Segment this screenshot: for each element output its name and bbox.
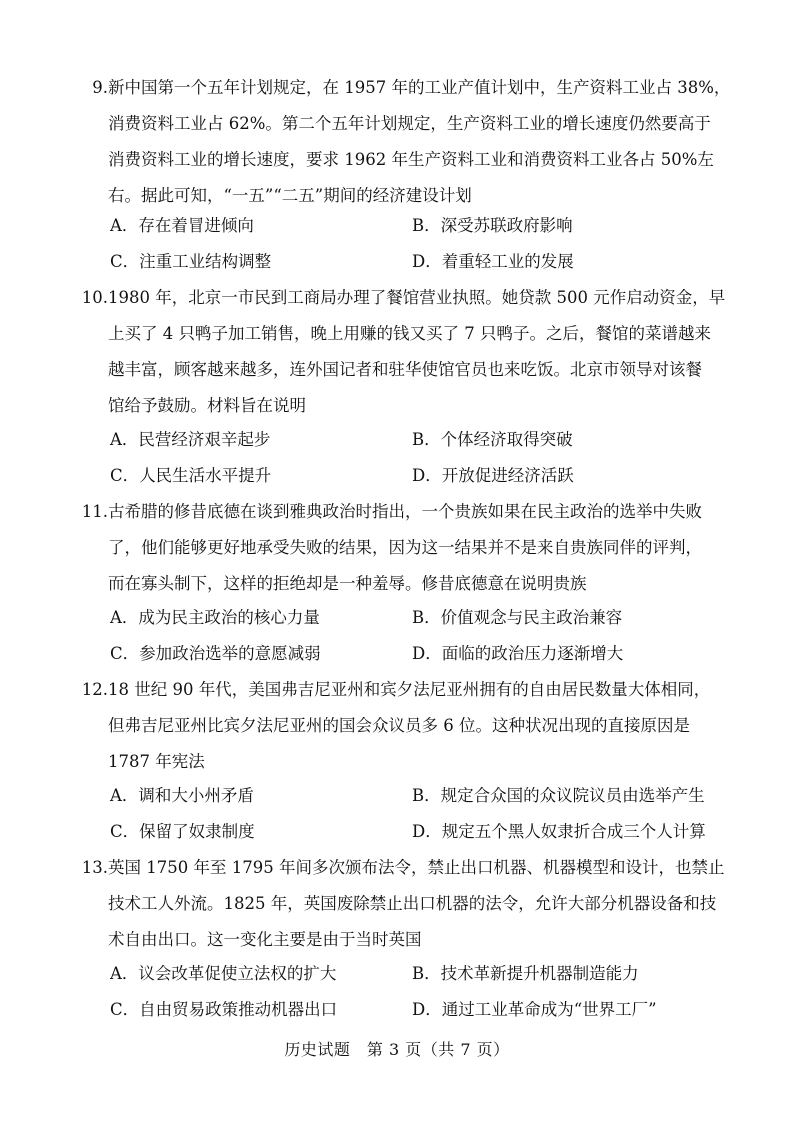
question-number: 11. <box>81 502 108 521</box>
question-12 <box>70 672 730 780</box>
option-a[interactable]: A．调和大小州矛盾 <box>110 786 254 805</box>
option-c[interactable]: C．人民生活水平提升 <box>110 466 272 485</box>
option-a[interactable]: A．民营经济艰辛起步 <box>110 430 271 449</box>
options-13 <box>110 956 750 1028</box>
option-a[interactable]: A．存在着冒进倾向 <box>110 216 254 235</box>
question-text-line: 但弗吉尼亚州比宾夕法尼亚州的国会众议员多 6 位。这种状况出现的直接原因是 <box>108 716 690 735</box>
option-c[interactable]: C．注重工业结构调整 <box>110 252 272 271</box>
question-number: 12. <box>81 680 108 699</box>
options-11 <box>110 600 750 672</box>
question-text-line: 越丰富，顾客越来越多，连外国记者和驻华使馆官员也来吃饭。北京市领导对该餐 <box>108 360 702 379</box>
question-number: 13. <box>81 858 108 877</box>
question-text-line: 1980 年，北京一市民到工商局办理了餐馆营业执照。她贷款 500 元作启动资金，早 <box>108 288 726 307</box>
question-text-line: 而在寡头制下，这样的拒绝却是一种羞辱。修昔底德意在说明贵族 <box>108 574 587 593</box>
question-text-line: 新中国第一个五年计划规定，在 1957 年的工业产值计划中，生产资料工业占 38%， <box>108 78 731 97</box>
question-9 <box>70 70 730 214</box>
options-9 <box>110 208 750 280</box>
option-c[interactable]: C．参加政治选举的意愿减弱 <box>110 644 321 663</box>
option-b[interactable]: B．规定合众国的众议院议员由选举产生 <box>412 786 705 805</box>
options-10 <box>110 422 750 494</box>
option-b[interactable]: B．价值观念与民主政治兼容 <box>412 608 623 627</box>
question-text-line: 馆给予鼓励。材料旨在说明 <box>108 396 306 415</box>
option-b[interactable]: B．深受苏联政府影响 <box>412 216 573 235</box>
question-text-line: 上买了 4 只鸭子加工销售，晚上用赚的钱又买了 7 只鸭子。之后，餐馆的菜谱越来 <box>108 324 711 343</box>
question-text-line: 术自由出口。这一变化主要是由于当时英国 <box>108 930 422 949</box>
option-b[interactable]: B．个体经济取得突破 <box>412 430 573 449</box>
option-a[interactable]: A．成为民主政治的核心力量 <box>110 608 320 627</box>
option-c[interactable]: C．保留了奴隶制度 <box>110 822 255 841</box>
question-text-line: 英国 1750 年至 1795 年间多次颁布法令，禁止出口机器、机器模型和设计，也禁止 <box>108 858 725 877</box>
question-text-line: 右。据此可知，“一五”“二五”期间的经济建设计划 <box>108 186 472 205</box>
option-d[interactable]: D．面临的政治压力逐渐增大 <box>412 644 624 663</box>
question-number: 9. <box>92 78 108 97</box>
page-footer: 历史试题 第 3 页（共 7 页） <box>284 1040 510 1059</box>
option-d[interactable]: D．开放促进经济活跃 <box>412 466 574 485</box>
question-text-line: 消费资料工业的增长速度，要求 1962 年生产资料工业和消费资料工业各占 50%左 <box>108 150 714 169</box>
option-d[interactable]: D．通过工业革命成为“世界工厂” <box>412 1000 657 1019</box>
question-number: 10. <box>81 288 108 307</box>
option-d[interactable]: D．着重轻工业的发展 <box>412 252 574 271</box>
question-text-line: 了，他们能够更好地承受失败的结果，因为这一结果并不是来自贵族同伴的评判， <box>108 538 702 557</box>
option-b[interactable]: B．技术革新提升机器制造能力 <box>412 964 639 983</box>
option-a[interactable]: A．议会改革促使立法权的扩大 <box>110 964 337 983</box>
question-text-line: 技术工人外流。1825 年，英国废除禁止出口机器的法令，允许大部分机器设备和技 <box>108 894 717 913</box>
question-text-line: 古希腊的修昔底德在谈到雅典政治时指出，一个贵族如果在民主政治的选举中失败 <box>108 502 702 521</box>
option-c[interactable]: C．自由贸易政策推动机器出口 <box>110 1000 338 1019</box>
options-12 <box>110 778 750 850</box>
question-text-line: 消费资料工业占 62%。第二个五年计划规定，生产资料工业的增长速度仍然要高于 <box>108 114 711 133</box>
question-13 <box>70 850 730 958</box>
option-d[interactable]: D．规定五个黑人奴隶折合成三个人计算 <box>412 822 706 841</box>
question-text-line: 18 世纪 90 年代，美国弗吉尼亚州和宾夕法尼亚州拥有的自由居民数量大体相同， <box>108 680 711 699</box>
question-11 <box>70 494 730 602</box>
question-text-line: 1787 年宪法 <box>108 752 205 771</box>
question-10 <box>70 280 730 424</box>
